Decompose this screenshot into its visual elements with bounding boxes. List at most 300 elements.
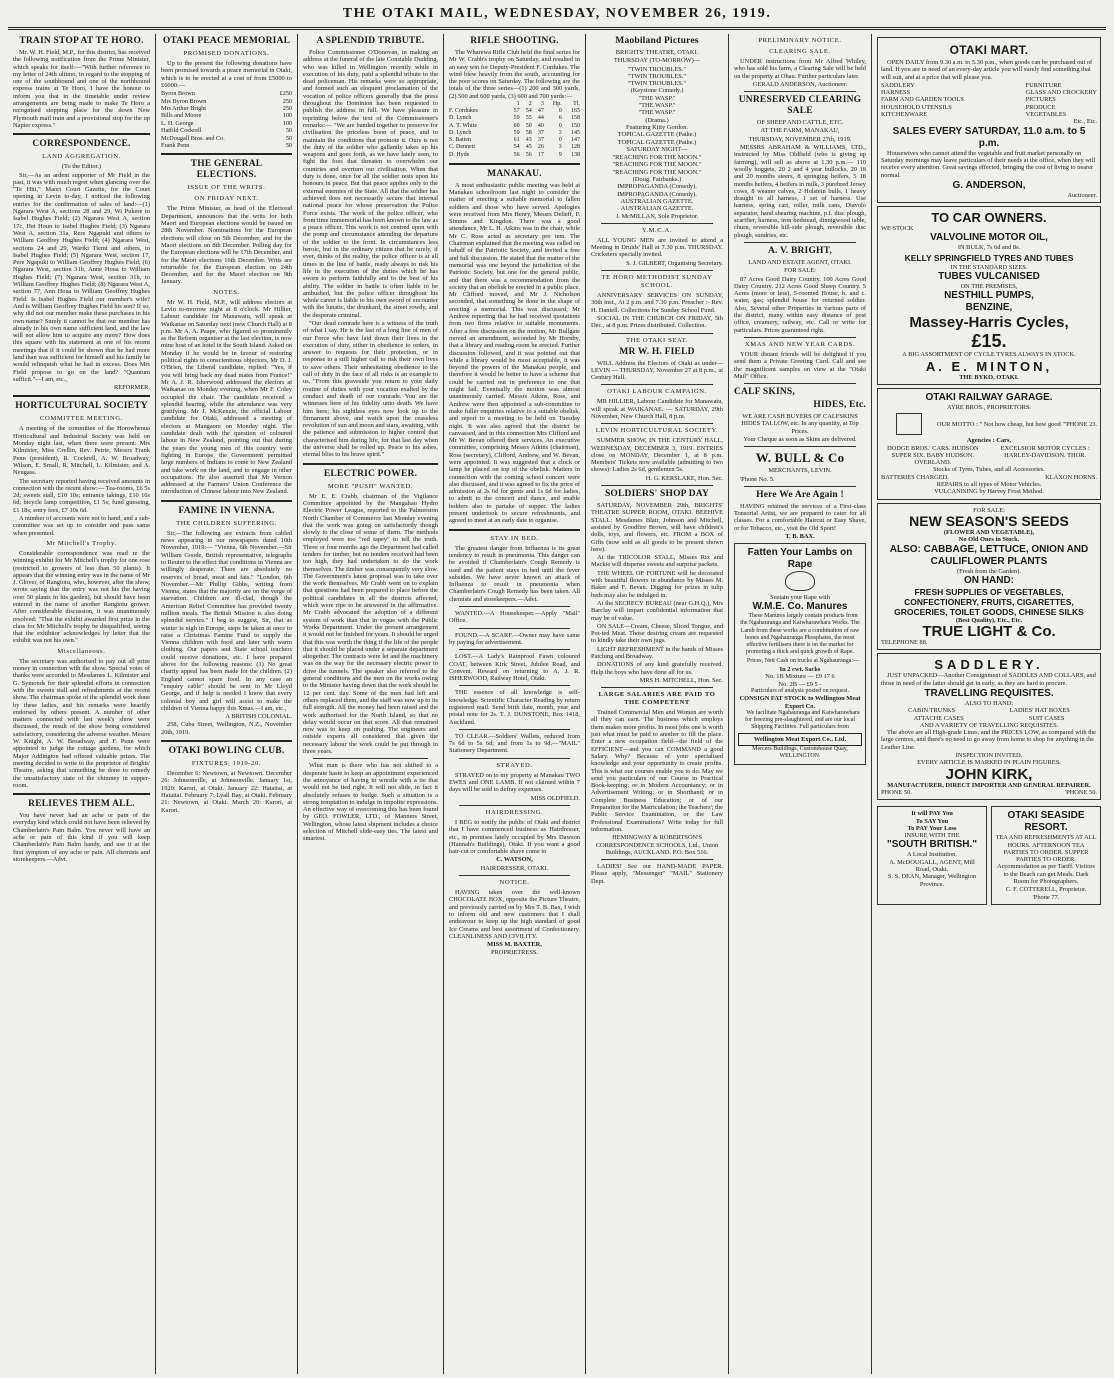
local: A Local Institution. bbox=[907, 851, 957, 859]
table-row bbox=[161, 112, 292, 119]
onsale-body: ON SALE—Cream, Cheese, Sliced Tongue, and Pot-ted Meat. Those desiring cream are requested to kindly take their own jugs. bbox=[591, 622, 723, 645]
list-item: "REACHING FOR THE MOON." bbox=[612, 161, 702, 169]
column-1 bbox=[8, 34, 156, 1374]
salaries-title: LARGE SALARIES ARE PAID TO THE COMPETENT bbox=[598, 691, 716, 707]
calf-body: WE ARE CASH BUYERS OF CALFSKINS HIDES TALLOW, etc. In any quantity, at Top Prices. bbox=[741, 413, 859, 435]
table-cell: D. Hyde bbox=[449, 151, 470, 158]
tubes: TUBES VULCANISED bbox=[938, 271, 1040, 283]
table-cell: 250 bbox=[282, 105, 292, 112]
phone-50: PHONE 50. bbox=[881, 788, 912, 796]
bed-body: The greatest danger from Influenza is its great tendency to result in pneumonia. This danger can be avoided if Chamberlain's Cough Remedy is used and the patient stays in bed until the fever subsides. We have never known an attack of Influenza to result in pneumonia when Chamberlain's Cough Remedy has been taken. All chemists and storekeepers.—Advt. bbox=[449, 544, 580, 603]
table-cell: 250 bbox=[282, 97, 292, 105]
bull-sub: MERCHANTS, LEVIN. bbox=[768, 467, 832, 475]
table-cell: McDougall Bros. and Co. bbox=[161, 134, 225, 142]
notice-sig-2: PROPRIETRESS. bbox=[490, 949, 539, 957]
list-item: HARNESS bbox=[881, 89, 911, 97]
kirk-name: JOHN KIRK, bbox=[945, 765, 1033, 783]
list-item: "REACHING FOR THE MOON." bbox=[612, 168, 702, 176]
refresh-body: LIGHT REFRESHMENT in the hands of Misses Patching and Broadway. bbox=[591, 645, 723, 660]
table-row bbox=[161, 90, 292, 97]
table-cell: 43 bbox=[525, 137, 532, 144]
price: £15. bbox=[971, 331, 1007, 352]
list-item: FURNITURE bbox=[1025, 81, 1062, 89]
table-cell: 3 bbox=[558, 129, 562, 136]
list-item: "TWIN TROUBLES." bbox=[628, 65, 686, 73]
corr-sub: LAND AGGREGATION. bbox=[42, 153, 121, 161]
seeds-for: FOR SALE: bbox=[973, 506, 1005, 514]
table-row bbox=[161, 135, 292, 142]
table-cell: 0 bbox=[558, 108, 562, 115]
column-7 bbox=[872, 34, 1106, 1374]
table-header-cell bbox=[449, 101, 507, 108]
car-owners-ad bbox=[877, 206, 1101, 385]
housewives-body: Housewives who cannot attend the vegetable and fruit market personally on Saturday mornings may leave particulars of their needs at the office, when they will receive every attention. Great savings effected, bringing the cost of living to nearer normal. bbox=[881, 149, 1096, 179]
dean: S. S. DEAN, Manager, Wellington Province. bbox=[887, 873, 977, 888]
list-item: VEGETABLES bbox=[1025, 111, 1067, 119]
masthead: THE OTAKI MAIL, WEDNESDAY, NOVEMBER 26, 1919. bbox=[8, 6, 1106, 30]
bright-sub: LAND AND ESTATE AGENT, OTAKI. bbox=[748, 258, 852, 266]
table-cell: 158 bbox=[571, 115, 580, 122]
ladies-ad: LADIES! See our HAND-MADE PAPER. Please apply, "Messenger" "MAIL" Stationery Dept. bbox=[591, 863, 723, 885]
table-cell: 55 bbox=[525, 115, 532, 122]
table-cell: 0 bbox=[558, 137, 562, 144]
trophy-body: Considerable correspondence was read re the winning exhibit for Mr Mitchell's trophy for one rose (restricted to growers of less than 50 plants). It appears that the winning entry was in the name of Mr J. Glover, of Rangiotu, who, however, after the show, wrote saying that the entry was not his (he having over 50 plants in his garden), but should have been entered in the name of another Rangiotu grower. After considerable discussion, it was unanimously resolved: "That the exhibit awarded first prize in the class for Mr Mitchell's trophy be disqualified, seeing that the exhibitor acknowledges by letter that the exhibit was not his own." bbox=[13, 549, 150, 645]
unreserved-date: THURSDAY, NOVEMBER 27th, 1919. bbox=[748, 135, 852, 143]
list-item: SADDLERY bbox=[881, 81, 915, 89]
tubes-sub: ON THE PREMISES, bbox=[960, 283, 1018, 291]
shop-title: SOLDIERS' SHOP DAY bbox=[604, 489, 710, 500]
unreserved-body: MESSRS ABRAHAM & WILLIAMS, LTD., instructed by Miss Oldfield (who is giving up farming), will sell as above at 1.30 p.m.— 110 woolly hoggets, 20 2 and 4 year bullocks, 20 18 and 20 months steers, 8 springing heifers, 5 18 months heifers, 4 heifers in milk, 3 purebred Jersey cows, 8 weaner calves, 2 Holstein bulls, 1 heavy draught to all harness, 1 set of harness. Use harness, spring cart, roller, milk cans, Diavolo separator, hand shearing machine, p.f. disc plough, scarifier, harness, iron bedstead, dinnigwood table, churn, reversible hill-side plough, reversible disc plough, sundries, etc. bbox=[734, 144, 866, 239]
nesthill: NESTHILL PUMPS, bbox=[944, 290, 1034, 302]
valv-sub: IN BULK, 7s 6d and 8s. bbox=[957, 244, 1021, 252]
salaries-body: Trained Commercial Men and Women are worth all they can earn. The business which employs them makes more profits. In most jobs one is worth just what must be paid to another to fill the place. Enter a new occupation field—the field of the EFFICIENT—and you can COMMAND a good Salary. Why? Because of your specialised knowledge and your opportunity to create profits. This is what our courses enable you to do. May we send you particulars of our Course in Practical Book-keeping; or in Modern Accountancy; or in Advertisement Writing; or in Shorthand; or in Complete Business Education; or of our Preparation for the Matriculation; the Teachers'; the Public Service Examination, or the Law Professional Examinations? Write today for full information. bbox=[591, 709, 723, 833]
massey: Massey-Harris Cycles, bbox=[909, 314, 1069, 332]
table-cell: 37 bbox=[537, 129, 544, 136]
table-cell: Mrs Arthur Bright bbox=[161, 105, 207, 112]
calf-title: CALF SKINS, bbox=[734, 387, 795, 398]
corr-body: Sir,—As an ardent supporter of Mr Field in the past, it was with much regret when glancing over the "Te Hiti," Maori Court Gazette, for the Court opening in Levin to-day, I noticed the following entries for the confirmation of sales of land:—(1) Ngarara West A, sections 28 and 29, Wi Pukere to Isabel Hughes Field; (2) Ngarara West A, section 17c, Hei Houn to Isabel Hughes Field; (3) Ngarara West A, section 31a, Rere Ngapuki and others to William Geoffrey Hughes Field; (4) Ngarara West, sections 24 and 29, Wariki Tiemi and others, to Isabel Hughes Field; (5) Ngarara West, section 17, Pere Ngapuki to William Geoffrey Hughes Field; (6) Ngarara West, section 31b, Anne Houa to William Hughes Field; (7) Ngarara West, section 31b, to William Geoffrey Hughes Field; (8) Ngarara West A, section 77, Ann Houa to William Geoffrey Hughes Field. Is Isabel Hughes Field our member's wife? And is William Geoffrey Hughes Field his son? If so, why did not our member make these purchases in his own name? Surely it cannot be that our member has already in his own name sufficient land, and the law will not allow him to acquire any more? How does this square with his statement at one of his recent meetings that if it could be shown that he had more land than was sufficient for himself and his family he would relinquish what he had in excess. Does Mrs Field propose to go on the land? "Quantum sufficit."—I am, etc., bbox=[13, 171, 150, 383]
misc-body: The secretary was authorised to pay out all prize money in connection with the show. Special votes of thanks were accorded to Mesdames L. Kilmister and G. Symonds for their splendid efforts in connection with the sweets stall and refreshments at the recent show. The chairman spoke of the splendid work done by these ladies, and his remarks were heartily endorsed by others present. A number of other matters connected with last week's show were discussed, the result of the show being considered satisfactory, considering the adverse weather. Messrs W. Knight, A. W. Broadway, and F. Penn were appointed to judge the cottage gardens, for which Major Addington had offered valuable prizes. The meeting decided to write to the proprietor of Brights' Theatre, asking that something be done to remedy the unsatisfactory state of the chimney in supper-room. bbox=[13, 657, 150, 789]
table-cell: 56 bbox=[513, 151, 520, 158]
repairs: REPAIRS to all types of Motor Vehicles. bbox=[936, 481, 1042, 489]
table-cell: 100 bbox=[282, 119, 292, 127]
train-title: TRAIN STOP AT TE HORO. bbox=[19, 36, 144, 46]
fresh: (Fresh from the Garden). bbox=[957, 567, 1021, 575]
hair-title: HAIRDRESSING. bbox=[485, 808, 544, 816]
table-cell: 147 bbox=[571, 137, 580, 144]
table-cell: 26 bbox=[537, 144, 544, 151]
south-british: "SOUTH BRITISH." bbox=[886, 839, 978, 851]
truelight: TRUE LIGHT & Co. bbox=[922, 623, 1056, 641]
benzine: BENZINE, bbox=[965, 302, 1013, 314]
column-3 bbox=[298, 34, 444, 1374]
cabin: CABIN TRUNKS bbox=[908, 707, 956, 715]
table-cell: 58 bbox=[525, 129, 532, 136]
elections-sub-2: ON FRIDAY NEXT. bbox=[194, 195, 259, 203]
list-item: FARM AND GARDEN TOOLS bbox=[881, 96, 964, 104]
sunday-body: ANNIVERSARY SERVICES ON SUNDAY, 30th inst., At 2 p.m. and 7.30 p.m. Preacher :- Rev. H. Daniell. Collections for Sunday School Fund. bbox=[591, 292, 723, 314]
fatten-body: These Manures largely contain products from the Ngahauranga and Kaiwharawhara Works. The Lamb from these works are a combination of raw bones and Ngahauranga Phosphates, the most effective fertilisers there is on the market for promoting a thick and quick growth of Rape. bbox=[740, 612, 860, 656]
ymca-body: ALL YOUNG MEN are invited to attend a Meeting in Druids' Hall at 7.30 p.m. THURSDAY. Cricketers specially invited. bbox=[591, 236, 723, 259]
mart-etc: Etc., Etc. bbox=[1073, 118, 1097, 126]
unreserved-place: AT THE FARM, MANAKAU, bbox=[760, 127, 840, 135]
also-hand: ALSO TO HAND: bbox=[964, 699, 1014, 707]
auctioneer-label: Auctioneer. bbox=[1067, 191, 1097, 199]
lit-sig: H. G. KERSLAKE, Hon. Sec. bbox=[645, 474, 723, 482]
table-row bbox=[161, 120, 292, 127]
ladies-hat: LADIES' HAT BOXES bbox=[1009, 707, 1070, 715]
unreserved-sub: OF SHEEP AND CATTLE, ETC. bbox=[756, 119, 844, 127]
table-cell: 3 bbox=[558, 144, 562, 151]
strayed-title: STRAYED. bbox=[496, 761, 533, 769]
tribute-title: A SPLENDID TRIBUTE. bbox=[316, 36, 425, 46]
consign-body: We facilitate Ngahauranga and Kaiwharawhara for freezing pre-slaughtered, and are our local Shipping Facilities. Full particulars from bbox=[744, 709, 860, 731]
table-header-cell: Hp. bbox=[552, 101, 562, 108]
list-item: AUSTRALIAN GAZETTE. bbox=[620, 205, 694, 213]
essence-ad: THE essence of all knowledge is self-knowledge. Scientific Character Reading by return registered mail. Send birth date, month, year and postal note for 2s. T. J. DUNSTONE, Box 1418, Auckland. bbox=[449, 689, 580, 726]
klaxon: KLAXON HORNS. bbox=[1045, 473, 1097, 481]
table-cell: 138 bbox=[571, 151, 580, 158]
mart-title: OTAKI MART. bbox=[949, 43, 1029, 57]
bottom-ads bbox=[877, 803, 1101, 908]
table-row bbox=[449, 123, 580, 130]
garage-ad bbox=[877, 388, 1101, 500]
insurance-ad bbox=[877, 806, 987, 905]
list-item: (Doug. Fairbanks.) bbox=[632, 176, 682, 184]
list-item: (Drama.) bbox=[645, 116, 669, 124]
table-cell: 45 bbox=[525, 144, 532, 151]
found-ad: FOUND.—A SCARF.—Owner may have same by paying for advertisement. bbox=[449, 631, 580, 646]
notice-title: NOTICE. bbox=[499, 879, 530, 887]
xmas-title: XMAS AND NEW YEAR CARDS. bbox=[744, 340, 856, 348]
cotterell: C. F. COTTERELL, Proprietor. bbox=[1005, 886, 1087, 894]
trophy-sub: Mr Mitchell's Trophy. bbox=[46, 539, 117, 547]
on-hand: ON HAND: bbox=[964, 574, 1014, 586]
elections-sub: ISSUE OF THE WRITS. bbox=[187, 184, 266, 192]
table-cell: 57 bbox=[513, 108, 520, 115]
pictures-sub: BRIGHTS' THEATRE, OTAKI. bbox=[615, 49, 699, 56]
list-item: Featuring Kitty Gordon. bbox=[626, 123, 688, 131]
table-cell: Hatfild Cockrell bbox=[161, 127, 202, 135]
column-5 bbox=[586, 34, 729, 1374]
list-item: "THE WASP." bbox=[638, 102, 676, 110]
table-row bbox=[161, 127, 292, 134]
list-item: TOPICAL GAZETTE (Pathe.) bbox=[617, 138, 697, 146]
table-cell: 54 bbox=[513, 144, 520, 151]
garage-sub: AYRE BROS., PROPRIETORS. bbox=[947, 403, 1031, 411]
column-6 bbox=[729, 34, 872, 1374]
wanted-ad: WANTED.—A Housekeeper.—Apply "Mail" Office. bbox=[449, 610, 580, 625]
kirk-ad bbox=[877, 653, 1101, 800]
resort-title: OTAKI SEASIDE RESORT. bbox=[1007, 810, 1085, 834]
bull-title: W. BULL & Co bbox=[755, 450, 845, 466]
strayed-sig: MISS OLDFIELD. bbox=[530, 794, 580, 802]
rifle-body: The Wharewa Rifle Club held the final series for Mr W. Crabb's trophy on Saturday, and resulted in an easy win for Deputy-President F. Cordukes. The wind blew heavily from the south, accounting for the poor scores on Saturday. The following are the totals of the three series—(1) 200 and 300 yards, (2) 500 and 600 yards, (3) 600 and 700 yards:— bbox=[449, 49, 580, 100]
clear-ad: TO CLEAR.—Soldiers' Wallets, reduced from 7s 6d to 5s 6d; and from 1s to 9d.—"MAIL" Stationery Department. bbox=[449, 732, 580, 755]
seeds-sub: (FLOWER AND VEGETABLE), bbox=[943, 528, 1035, 536]
list-item: "TWIN TROUBLES." bbox=[628, 72, 686, 80]
telephone: TELEPHONE 88. bbox=[881, 639, 928, 647]
seeds-old: No Old Ones in Stock. bbox=[958, 536, 1020, 544]
table-row bbox=[161, 105, 292, 112]
variety: AND A VARIETY OF TRAVELLING REQUISITES. bbox=[919, 721, 1059, 729]
kelly: KELLY SPRINGFIELD TYRES AND TUBES bbox=[904, 252, 1074, 263]
famine-sig: A BRITISH COLONIAL. bbox=[225, 713, 292, 721]
fatten-title: Fatten Your Lambs on Rape bbox=[747, 547, 853, 571]
table-cell: 61 bbox=[513, 137, 520, 144]
memorial-title: OTAKI PEACE MEMORIAL bbox=[162, 36, 291, 46]
table-cell: 60 bbox=[513, 122, 520, 129]
table-row bbox=[449, 144, 580, 151]
resort-ad bbox=[991, 806, 1101, 905]
cheque-note: Your Cheque as soon as Skins are delivered. bbox=[743, 435, 857, 443]
anderson-name: G. ANDERSON, bbox=[952, 179, 1026, 191]
seeds-title: NEW SEASON'S SEEDS bbox=[909, 512, 1069, 529]
donations-sig: MRS H. MITCHELL, Hon. Sec. bbox=[639, 676, 723, 684]
prelim-label: PRELIMINARY NOTICE. bbox=[758, 37, 842, 44]
famine-title: FAMINE IN VIENNA. bbox=[178, 505, 275, 516]
fatten-sub: Sustain your Rape with bbox=[770, 593, 830, 601]
inspection: INSPECTION INVITED. bbox=[955, 752, 1023, 760]
social-body: SOCIAL IN THE CHURCH ON FRIDAY, 5th Dec., at 8 p.m. Prizes distributed. Collection. bbox=[591, 314, 723, 330]
bureau-body: At the SECRECY BUREAU (near G.H.Q.), Mrs Barclay will impart confidential information that may be of value. bbox=[591, 599, 723, 622]
consign-title: CONSIGN FAT STOCK to Wellington Meat Export Co. bbox=[739, 695, 861, 710]
table-header-cell: 2 bbox=[528, 101, 532, 108]
attache: ATTACHE CASES bbox=[913, 714, 964, 722]
best-quality: (Best Quality), Etc., Etc. bbox=[955, 616, 1023, 624]
train-body: Mr. W. H. Field, M.P., for this district, has received the following notification from the Prime Minister, which speaks for itself:—"With further reference to my letter of 24th ultimo, in regard to the stopping of one of the southbound and one of the northbound express trains at Te Horo, I have the honour to inform you that in the timetable under review arrangements are being made to make Te Horo a recognised stopping place for the down New Plymouth mail train and a provisional stop for the up Napier express." bbox=[13, 49, 150, 129]
corr-sig: REFORMER. bbox=[113, 384, 150, 392]
table-cell: F. Cordukes bbox=[449, 108, 478, 115]
table-cell: C. Dennett bbox=[449, 144, 475, 151]
assort: A BIG ASSORTMENT OF CYCLE TYRES ALWAYS IN STOCK. bbox=[902, 351, 1076, 359]
column-2 bbox=[156, 34, 298, 1374]
mart-intro: OPEN DAILY from 9.30 a.m. to 5.30 p.m., when goods can be purchased out of land. If you are in need of an every-day article you will surely find something that will suit, and at a price that will please you. bbox=[881, 59, 1093, 81]
bright-body: 87 Acres Good Dairy Country. 100 Acres Good Dairy Country. 212 Acres Good Sheep Country. 5 Acres (more or less), 5-roomed House, h. and c. water, gas; splendid house for returned soldier. Also, Several other Properties in various parts of the district, many within easy distance of post office, creamery, railway, etc. Call or write for particulars. Prices guaranteed right. bbox=[734, 275, 866, 334]
tribute-body-2: "Our dead comrade here is a witness of the truth of what I say. He is the last of a long line of men of our Force who have laid down their lives in the execution of duty, either in obedience to orders, in answer to requests for their protection, or in response to a still higher call to risk their own lives to save others. Their unhesitating obedience to the call of duty in the face of all risks is an example to us. "From this graveside you return to your daily routine of duties with your vocation exalted by the conduct and death of our comrade. You are the witnesses here of his fidelity unto death. We have him here; his sightless eyes now look up to the firmament above, and watch upon the ceaseless revolution of sun and moon and stars, awaiting, with the patience and submission to higher control that characterised him during life, for that last day when the universe shall be rolled up. Peace to his ashes, eternal bliss to his brave spirit." bbox=[303, 319, 438, 459]
bowling-sub: FIXTURES, 1919-20. bbox=[191, 760, 262, 768]
wme-logo: Wellington Meat Export Co., Ltd. bbox=[738, 733, 862, 746]
ymca-sig: S. J. GILBERT, Organising Secretary. bbox=[626, 259, 723, 267]
memorial-body: Up to the present the following donations have been promised towards a peace memorial in Otaki, which is to be erected at a cost of from £5000 to £6000:— bbox=[161, 60, 292, 89]
hort-body-1: A meeting of the committee of the Horowhenua Horticultural and Industrial Society was held on Monday night last, when there were present: Mrs Kilmister, Miss Crellin, Rev. Petrie, Messrs Frank Penn (president), R. Cockrell, A. W. Broadway, Wilson, E. Small, R. Mitchell, L. Kilmister, and A. Neugass. bbox=[13, 425, 150, 477]
labour-body: MR HILLIER, Labour Candidate for Manawatu, will speak at WAIKANAE. — SATURDAY, 29th November, New Church Hall, 8 p.m. bbox=[591, 398, 723, 420]
rifle-title: RIFLE SHOOTING. bbox=[470, 36, 559, 46]
agency-right: EXCELSIOR MOTOR CYCLES : HARLEY-DAVIDSON. THOR. bbox=[1000, 444, 1090, 459]
suit: SUIT CASES bbox=[1028, 714, 1065, 722]
saturday-label: SATURDAY NIGHT— bbox=[626, 145, 688, 153]
kelly-sub: IN THE STANDARD SIZES. bbox=[950, 263, 1028, 271]
batteries: BATTERIES CHARGED. bbox=[881, 473, 949, 481]
table-header-cell: 1 bbox=[516, 101, 520, 108]
saddle-note: The above are all High-grade Lines, and the PRICES LOW, as compared with the large centres, and there's no need to go away from home to shop for anything in the Leather Line. bbox=[881, 729, 1096, 751]
table-cell: 0 bbox=[558, 122, 562, 129]
garage-stock: Stocks of Tyres, Tubes, and all Accessories. bbox=[933, 466, 1045, 474]
phone-50b: 'PHONE 50. bbox=[1064, 788, 1097, 796]
fatten-sacks: In 2 cwt. Sacks bbox=[779, 666, 821, 674]
list-item: "THE WASP." bbox=[638, 109, 676, 117]
power-body: Mr E. E. Crabb, chairman of the Vigilance Committee appointed by the Mangahao Hydro Electric Power League, reported to the Palmerston North Chamber of Commerce last Monday evening that the work was going on satisfactorily though slowly to the close of some of them. The methods employed were too "red tapey" to tell the truth. Three or four months ago the Department had called tenders for timber, but no tenders received had been too high, they had undertaken to do the work themselves. The timber was consequently very slow. The Government's latest proposal was to take over the work themselves. Mr Crabb went on to explain that questions had been prepared to place before the political candidates in all the districts affected, which were ripe to be answered in the affirmative. Mr Crabb advocated the adoption of a different system of work than that in vogue with the Public Works Department. Under the present arrangement it would not be finished for years. It should be urged that this was worth the thing if the life of the people that it should be placed under a separate department altogether. The contracts were let and the machinery was on the way for the necessary electric power to drive the tunnels. The speaker also referred to the general conditions and the men on the works owing to the Minister having down that the work should be 12 per cent. day. Some of the men had left and others replaced them, and the staff was now up to its full strength. All the money had been raised and the work authorised for the North Island, so that no delay would occur on that score. All that remained now was to keep on pushing. The engineers and outside experts all considered that given the necessary labour the work could be put through in three years. bbox=[303, 492, 438, 756]
table-cell: 56 bbox=[525, 151, 532, 158]
table-cell: 59 bbox=[513, 115, 520, 122]
table-header-cell: Tl. bbox=[573, 101, 580, 108]
table-cell: 50 bbox=[525, 122, 532, 129]
table-cell: 50 bbox=[285, 134, 292, 142]
sunday-title: TE HORO METHODIST SUNDAY SCHOOL. bbox=[601, 274, 713, 290]
rifle-score-table bbox=[449, 101, 580, 159]
mart-ad bbox=[877, 37, 1101, 203]
list-item: GLASS AND CROCKERY bbox=[1025, 89, 1097, 97]
table-cell: 59 bbox=[513, 129, 520, 136]
elections-body: The Prime Minister, as head of the Electoral Department, announces that the writs for both Maori and European elections would be issued on 28th November. Nominations for the European elections will close on 5th December, and for the Maori elections on 8th December. Polling day for the European elections will be 17th December, and for the Maori elections 16th December. Writs are returnable for the European election on 24th December, and for the Maori election on 9th January. bbox=[161, 205, 292, 286]
insure: INSURE WITH THE bbox=[904, 832, 960, 840]
bull-phone: 'Phone No. 5. bbox=[740, 475, 775, 483]
list-item: "TWIN TROUBLES." bbox=[628, 80, 686, 88]
car-icon bbox=[896, 413, 922, 435]
hort-sub: COMMITTEE MEETING. bbox=[40, 415, 123, 423]
table-cell: 165 bbox=[571, 108, 580, 115]
pay-2: To SAY You bbox=[915, 817, 949, 825]
fatten-n2: No. 2B — £9 5 - bbox=[778, 680, 822, 688]
supplies: FRESH SUPPLIES OF VEGETABLES, CONFECTIONERY, FRUITS, CIGARETTES, GROCERIES, TOILET GOODS, CHINESE SILKS bbox=[894, 586, 1084, 617]
car-title: TO CAR OWNERS. bbox=[931, 210, 1047, 226]
columns bbox=[8, 34, 1106, 1374]
fatten-prices: Prices, Nett Cash on trucks at Ngahauranga:— bbox=[746, 657, 860, 664]
column-4 bbox=[444, 34, 586, 1374]
field-title: MR W. H. FIELD bbox=[619, 346, 695, 357]
lit-title: LEVIN HORTICULTURAL SOCIETY. bbox=[595, 427, 719, 435]
calf-title-2: HIDES, Etc. bbox=[813, 400, 866, 411]
fatten-n1: No. 1B Mixture — £9 17 6 bbox=[765, 673, 835, 681]
unreserved-title: UNRESERVED CLEARING SALE bbox=[738, 95, 862, 117]
lost-ad: LOST.—A Lady's Rainproof Fawn coloured COAT, between Kirk Street, Jubilee Road, and Convent. Reward on returning to A. J. R. ISHERWOOD, Railway Hotel, Otaki. bbox=[449, 653, 580, 683]
table-cell: 54 bbox=[525, 108, 532, 115]
list-item: HOUSEHOLD UTENSILS bbox=[881, 103, 952, 111]
valvoline: VALVOLINE MOTOR OIL, bbox=[930, 232, 1048, 244]
table-row bbox=[161, 142, 292, 149]
also-plants: ALSO: CABBAGE, LETTUCE, ONION AND CAULIFLOWER PLANTS bbox=[889, 543, 1089, 567]
wme-addr: Mercers Buildings, Customhouse Quay, WELLINGTON. bbox=[752, 746, 848, 760]
famine-body: Sir,—The following are extracts from cabled news appearing in our newspapers dated 10th November, 1919:— "Vienna, 6th November.—Sir William Goode, British representative, telegraphs to Reuter to the effect that conditions in Vienna are willingly desperate. There are absolutely no reserves of bread, meat and fats." "London, 6th November.—Mr Phillip Gibbs, writing from Vienna, states that the majority are on the verge of starvation. Children are ill-clad, though the American Relief Committee has provided twenty million meals. The British Mission is also doing splendid service." I beg to suggest, Sir, that as winter is nigh in Europe, steps be taken at once to raise a Christmas Famine Fund to supply the Vienna children with food and later with warm clothing. Our papers and State school teachers could receive donations, etc. I have prepared above for the following reasons: (1) No great charity appeal has been made for the children. (2) England cannot spare food. In any case an "enquiry cable" should be sent to Mr Lloyd George, and if help is needed I know that every colonial boy and girl will assist to make the children of Vienna happy this Xmas.—I am, etc., bbox=[161, 529, 292, 712]
phone-77: 'Phone 77. bbox=[1032, 893, 1060, 901]
proprietor: J. McMILLAN, Sole Proprietor. bbox=[615, 212, 699, 220]
marked: EVERY ARTICLE IS MARKED IN PLAIN FIGURES. bbox=[917, 759, 1061, 767]
thursday-label: THURSDAY (TO-MORROW)— bbox=[613, 57, 701, 65]
agent: A. McDOUGALL, AGENT, Mill Road, Otaki. bbox=[889, 858, 975, 874]
table-cell: D. Lynch bbox=[449, 115, 472, 122]
table-cell: S. Batten bbox=[449, 137, 471, 144]
table-row bbox=[449, 137, 580, 144]
seeds-ad bbox=[877, 503, 1101, 651]
sales-line: SALES EVERY SATURDAY, 11.0 a.m. to 5 p.m. bbox=[892, 125, 1086, 149]
bowling-title: OTAKI BOWLING CLUB. bbox=[168, 746, 285, 757]
table-cell: 6 bbox=[558, 115, 562, 122]
table-cell: L. H. George bbox=[161, 119, 194, 127]
hort-body-3: A number of accounts were not to hand, and a sub-committee was set up to consider and pass same when presented. bbox=[13, 515, 150, 537]
table-cell: Mrs Byron Brown bbox=[161, 97, 207, 105]
misc-sub: Miscellaneous. bbox=[57, 647, 106, 655]
wheel-body: THE WHEEL OF FORTUNE will be decorated with beautiful flowers in abundance by Misses M. Baker and F. Bevan. Digging for prizes in tulip beds may also be indulged in. bbox=[591, 569, 723, 599]
table-row bbox=[161, 98, 292, 105]
list-item: PICTURES bbox=[1025, 96, 1056, 104]
memorial-sub: PROMISED DONATIONS. bbox=[183, 50, 270, 57]
table-cell: A. T. White bbox=[449, 122, 477, 129]
table-cell: 47 bbox=[537, 108, 544, 115]
table-cell: 50 bbox=[285, 142, 292, 150]
table-header-cell: 3 bbox=[540, 101, 544, 108]
table-cell: 40 bbox=[537, 122, 544, 129]
notes-sub: NOTES. bbox=[213, 288, 240, 296]
table-cell: 50 bbox=[285, 127, 292, 135]
hair-body: I BEG to notify the public of Otaki and district that I have commenced business as Hairdresser, etc., in premises lately occupied by Mrs Dawson (Hannah's Buildings), Otaki. If you want a good hair-cut or comfortable shave come to bbox=[449, 818, 580, 856]
manakau-title: MANAKAU. bbox=[487, 168, 542, 179]
hort-title: HORTICULTURAL SOCIETY bbox=[15, 401, 148, 412]
fatten-ad bbox=[734, 543, 866, 764]
corr-to: (To the Editor.) bbox=[61, 163, 102, 171]
xmas-body: YOUR distant friends will be delighted if you send them a Private Greeting Card. Call and see the magnificent samples on view at the "Otaki Mail" Office. bbox=[734, 350, 866, 380]
table-row bbox=[449, 130, 580, 137]
table-cell: D. Lynch bbox=[449, 129, 472, 136]
hair-sig-2: HAIRDRESSER, OTAKI. bbox=[480, 864, 549, 872]
table-cell: Bills and Moore bbox=[161, 112, 202, 120]
corr-title: CORRESPONDENCE. bbox=[32, 139, 131, 150]
table-cell: 44 bbox=[537, 115, 544, 122]
school-body: HEMINGWAY & ROBERTSON'S CORRESPONDENCE SCHOOLS, Ltd., Union Buildings, AUCKLAND. P.O. Box 516. bbox=[595, 834, 719, 856]
power-sub: MORE "PUSH" WANTED. bbox=[327, 482, 414, 490]
pictures-title: Maobiland Pictures bbox=[615, 36, 699, 46]
relieve-body: You have never had an ache or pain of the everyday kind which could not have been relieved by Chamberlain's Pain Balm. You never will have an ache or pain of this kind if you will keep Chamberlain's Pain Balm handy, and use it at the first symptom of any ache or pain. All chemists and storekeepers.—Advt. bbox=[13, 812, 150, 863]
table-cell: 100 bbox=[282, 112, 292, 120]
here-body: HAVING retained the services of a First-class Tonsorial Artist, we are prepared to cater for all classes. For a comfortable Haircut or Easy Shave, or for Tobacco, etc., visit the Old Sport! bbox=[734, 502, 866, 532]
list-item: IMPROPAGANDA (Comedy). bbox=[617, 190, 697, 198]
fatten-brand: W.M.E. Co. Manures bbox=[752, 600, 848, 612]
table-cell: 128 bbox=[571, 144, 580, 151]
shop-body: SATURDAY, NOVEMBER 29th, BRIGHTS' THEATRE SUPPER ROOM, OTAKI. BEEHIVE STALL: Mesdames Blair, Johnson and Mitchell, assisted by Goodfire Brown, will have children's dolls, toys, and flowers, etc. FROM a BOX of Gifts (now sold as all goods to be present shown here). bbox=[591, 502, 723, 553]
table-cell: 37 bbox=[537, 137, 544, 144]
table-cell: Frank Penn bbox=[161, 142, 190, 150]
here-title: Here We Are Again ! bbox=[756, 489, 844, 500]
saddlery-title: SADDLERY. bbox=[934, 657, 1044, 673]
list-item: PRODUCE bbox=[1025, 103, 1056, 111]
resort-body: TEA AND REFRESHMENTS AT ALL HOURS. AFTERNOON TEA PARTIES TO ORDER. SUPPER PARTIES TO ORDER. Accommodation as per Tariff. Visitors to the Beach can get Meals. Dark Room for Photographers. bbox=[995, 834, 1097, 886]
vulc: VULCANISING by Harvey Frost Method. bbox=[934, 488, 1044, 496]
ymca-title: Y.M.C.A. bbox=[641, 226, 673, 234]
table-cell: Byron Brown bbox=[161, 90, 195, 98]
pay-3: To PAY Your Loss bbox=[907, 824, 957, 832]
clearing-title: CLEARING SALE. bbox=[769, 48, 831, 55]
hort-body-2: The secretary reported having received amounts in connection with the recent show:— Tea-rooms, £6 5s 2d; sweets stall, £10 10s; entrance takings, £10 16s 6d; bicycle lamp competition, £1 5s; fund guessing, £1 18s; entry fees, £7 10s 6d. bbox=[13, 477, 150, 514]
notice-sig: MISS M. BAXTER, bbox=[487, 941, 542, 949]
here-sig: T. B. BAX. bbox=[785, 533, 815, 541]
sheep-icon bbox=[785, 571, 815, 591]
forsale-label: FOR SALE: bbox=[784, 267, 816, 275]
list-item: IMPROPAGANDA (Comedy). bbox=[617, 183, 697, 191]
table-cell: 145 bbox=[571, 129, 580, 136]
travelling: TRAVELLING REQUISITES. bbox=[924, 687, 1054, 699]
byko: THE BYKO, OTAKI. bbox=[959, 373, 1019, 381]
donations-body: DONATIONS of any kind gratefully received. Help the boys who have done all for us. bbox=[591, 661, 723, 676]
manakau-body: A most enthusiastic public meeting was held at Manakau schoolroom last night to consider the matter of erecting a suitable memorial to fallen soldiers and those who have served. Apologies were received from Mrs Henry, Messrs Delieff, P. Simms and Kingdon. There was a good attendance, Mr L. H. Atkins was in the chair, while Mr C. Ross acted as secretary pro tem. The Chairman explained that the meeting was called on behalf of the Patriotic Society, and invited a free and full discussion. He stated that the matter of the memorial was one beyond the jurisdiction of the Patriotic Society, but one for the general public, and that there was a recommendation from the society that an obelisk be erected in a public place. Mr Clifford moved, and Mr J. Nicholson seconded, that something be done in the shape of erecting a memorial. This was discussed, Mr Andrew reporting that he had received quotations from two firms relative to suitable monuments. After a free discussion on the motion, Mr Bullgate moved an amendment, seconded by Mr Hornby, that a library and reading room be erected. Further discussion followed, and it was pointed out that while a library would be most acceptable, it was beyond the powers of the Manakau people, and therefore it would be better to have a scheme that could be carried out in preference to one that might fail. Eventually the motion was almost unanimously carried. Messrs Atkins, Ross, and Andrew were then appointed a sub-committee to make fuller enquiries relative to a suitable obelisk, and report to a meeting to be held on Tuesday night. It was also agreed that the district be canvassed, and in this connection Mrs Clifford and Mr W. Bevan offered their services. An executive committee, comprising Messrs Atkins (chairman), Ross (secretary), Clifford, Andrew, and W. Bevan, were appointed. It was suggested that a clock or lamp be placed on top of the obelisk. Matters in connection with the coming school concert were also discussed, and it was agreed to fix the price of admission at 2s 6d for gents and 1s 6d for ladies, to admit to the concert and dance, and enable holders also to partake of supper. The ladies present undertook to secure refreshments, and agreed to meet at an early date to organise. bbox=[449, 181, 580, 525]
elections-title: THE GENERAL ELECTIONS. bbox=[190, 159, 263, 181]
motto: OUR MOTTO : " Not how cheap, but how good " bbox=[936, 420, 1065, 428]
notes-body: Mr W. H. Field, M.P., will address electors at Levin to-morrow night at 8 o'clock. Mr Hillier, Labour candidate for Manawatu, will speak at Waikanae on Saturday next (new Church Hall) at 8 p.m. Mr A. A. Paape, who figured so prominently as the Reform organiser at the last election, is now mine host of an hotel in the South Island. Asked on Monday if he would be in favour of restoring political rights to conscientious objectors, Mr D. J. O'Brien, the Liberal candidate, replied: "Yes, if you will bring back my dead mates from France!" Mr A. J. R. Isherwood addressed the electors at Waikanae on Monday evening, when Mr F. Coley occupied the chair. The candidate received a splendid hearing, while the attendance was very gratifying. Mr J. McKenzie, the official Labour candidate for Otaki, addressed a meeting of electors at Mangaore on Monday night. The candidate dealt with the question of coloured labour in New Zealand, pointing out that during the years the young men of this country were fighting in Europe, the Government permitted large numbers of Indians to come to New Zealand and take work on the land, and to engage in other occupations. He also asserted that Mr Vernon addressed at the Farmers' Union Conference the introduction of Chinese labour into New Zealand. bbox=[161, 298, 292, 496]
power-body-2: What man is there who has not shifted to a desperate haste to keep an appointment experienced the annoyance of having to wrestle with a tie that would not be tied right. It will not slide, in fact it absolutely refuses to budge. Such a situation is a strong temptation to indulge in impolite expressions. An effective way of overcoming this has been found by GEO. FOWLER, LTD., of Manners Street, Wellington, whose latest shipment includes a choice selection of Mitchell slide-easy ties. The latest and smartest. bbox=[303, 762, 438, 843]
tricolor-body: At the TRICOLOR STALL, Misses Rix and Mackie will dispense sweets and surprise packets. bbox=[591, 554, 723, 569]
bed-title: STAY IN BED. bbox=[490, 534, 539, 542]
we-stock: WE STOCK bbox=[881, 225, 914, 233]
famine-addr: 258, Cuba Street, Wellington, N.Z., November 20th, 1919. bbox=[161, 721, 292, 736]
table-row bbox=[449, 115, 580, 122]
